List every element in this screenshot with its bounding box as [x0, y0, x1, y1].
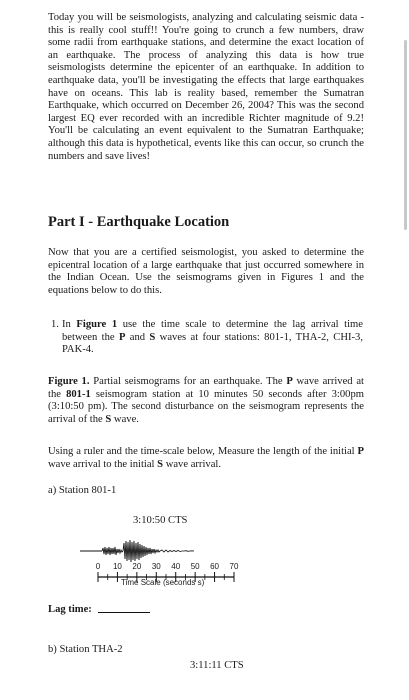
part1-paragraph: Now that you are a certified seismologist, you asked to determine the epicentral location of a large earthquake that just occurred somewhere in the Indian Ocean. Use the seismograms given in Figures 1 and the equations below to do this.	[48, 247, 364, 296]
part1-heading: Part I - Earthquake Location	[48, 214, 230, 230]
tick-label: 20	[132, 562, 142, 571]
tick-label: 60	[210, 562, 220, 571]
question-1	[51, 319, 363, 357]
figure-1-caption: Figure 1. Partial seismograms for an earthquake. The P wave arrived at the 801-1 seismogram station at 10 minutes 50 seconds after 3:00pm (3:10:50 pm). The second disturbance on the seismogram represents the arrival of the S wave.	[48, 376, 364, 425]
scrollbar[interactable]	[404, 40, 407, 230]
tick-label: 70	[229, 562, 239, 571]
question-number: 1.	[51, 319, 59, 330]
tick-label: 40	[171, 562, 181, 571]
time-scale-label: Time Scale (seconds s)	[121, 578, 205, 587]
tick-label: 0	[95, 562, 101, 571]
p-wave-trace	[102, 547, 123, 555]
coda-trace	[160, 550, 194, 552]
station-a-cts: 3:10:50 CTS	[133, 515, 188, 526]
s-wave-trace	[123, 540, 160, 562]
station-b-label: b) Station THA-2	[48, 644, 123, 655]
tick-label: 30	[151, 562, 161, 571]
station-a-label: a) Station 801-1	[48, 485, 117, 496]
lag-time-label: Lag time:	[48, 604, 150, 615]
intro-paragraph: Today you will be seismologists, analyzing and calculating seismic data - this is really cool stuff!! You're going to crunch a few numbers, draw some radii from earthquake stations, and determine the exact location of an earthquake. The process of analyzing this data is how true seismologists determine the epicenter of an earthquake. In addition to earthquake data, you'll be investigating the effects that large earthquakes have on oceans. This lab is reality based, remember the Sumatran Earthquake, which occurred on December 26, 2004? This was the second largest EQ ever recorded with an incredible Richter magnitude of 9.2! You'll be calculating an event equivalent to the Sumatran Earthquake; although this data is hypothetical, events like this can occur, so crunch the numbers and save lives!	[48, 12, 364, 162]
tick-label: 50	[190, 562, 200, 571]
question-1-text: In Figure 1 use the time scale to determine the lag arrival time between the P and S waves at four stations: 801-1, THA-2, CHI-3, PAK-4.	[62, 319, 363, 356]
measure-instruction: Using a ruler and the time-scale below, Measure the length of the initial P wave arrival to the initial S wave arrival.	[48, 446, 364, 470]
station-b-cts: 3:11:11 CTS	[190, 660, 244, 671]
tick-label: 10	[112, 562, 122, 571]
lag-time-blank[interactable]	[98, 612, 150, 613]
